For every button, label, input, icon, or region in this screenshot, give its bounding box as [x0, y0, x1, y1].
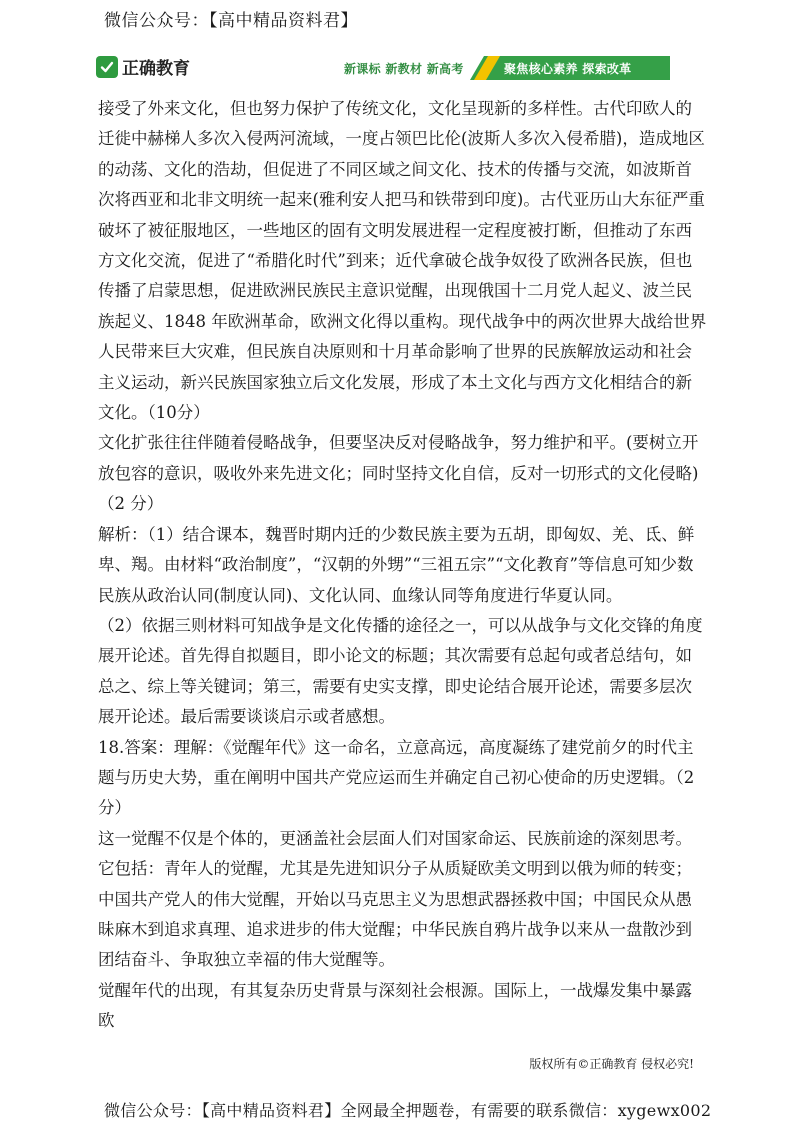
paragraph: 18.答案：理解：《觉醒年代》这一命名，立意高远，高度凝练了建党前夕的时代主题与历史大势，重在阐明中国共产党应运而生并确定自己初心使命的历史逻辑。（2分） [98, 737, 695, 818]
copyright-notice: 版权所有©正确教育 侵权必究! [529, 1057, 694, 1071]
paragraph: 接受了外来文化，但也努力保护了传统文化，文化呈现新的多样性。古代印欧人的迁徙中赫梯人多次入侵两河流域，一度占领巴比伦(波斯人多次入侵希腊)，造成地区的动荡、文化的浩劫，但促进了不同区域之间文化、技术的传播与交流，如波斯首次将西亚和北非文明统一起来(雅利安人把马和铁带到印度)。古代亚历山大东征严重破坏了被征服地区，一些地区的固有文明发展进程一定程度被打断，但推动了东西方文化交流，促进了“希腊化时代”到来；近代拿破仑战争奴役了欧洲各民族，但也传播了启蒙思想，促进欧洲民族民主意识觉醒，出现俄国十二月党人起义、波兰民族起义、1848 年欧洲革命，欧洲文化得以重构。现代战争中的两次世界大战给世界人民带来巨大灾难，但民族自决原则和十月革命影响了世界的民族解放运动和社会主义运动，新兴民族国家独立后文化发展，形成了本土文化与西方文化相结合的新文化。（10分） [98, 99, 707, 423]
slogan-banner [344, 56, 670, 80]
slogan-right-text: 聚焦核心素养 探索改革 [504, 62, 632, 76]
document-body [98, 94, 708, 1037]
header-wechat-text: 微信公众号：【高中精品资料君】 [104, 11, 358, 31]
brand-logo [96, 54, 190, 79]
paragraph: 这一觉醒不仅是个体的，更涵盖社会层面人们对国家命运、民族前途的深刻思考。它包括：青年人的觉醒，尤其是先进知识分子从质疑欧美文明到以俄为师的转变；中国共产党人的伟大觉醒，开始以马克思主义为思想武器拯救中国；中国民众从愚昧麻木到追求真理、追求进步的伟大觉醒；中华民族自鸦片战争以来从一盘散沙到团结奋斗、争取独立幸福的伟大觉醒等。 [98, 828, 692, 970]
slogan-left-text: 新课标 新教材 新高考 [344, 62, 464, 76]
paragraph: 文化扩张往往伴随着侵略战争，但要坚决反对侵略战争，努力维护和平。(要树立开放包容的意识，吸收外来先进文化；同时坚持文化自信，反对一切形式的文化侵略)（2 分） [98, 433, 699, 514]
brand-name: 正确教育 [122, 59, 190, 79]
paragraph: （2）依据三则材料可知战争是文化传播的途径之一，可以从战争与文化交锋的角度展开论述。首先得自拟题目，即小论文的标题；其次需要有总起句或者总结句，如总之、综上等关键词；第三，需要有史实支撑，即史论结合展开论述，需要多层次展开论述。最后需要谈谈启示或者感想。 [98, 615, 703, 727]
paragraph: 解析：（1）结合课本，魏晋时期内迁的少数民族主要为五胡，即匈奴、羌、氐、鲜卑、羯。由材料“政治制度”，“汉朝的外甥”“三祖五宗”“文化教育”等信息可知少数民族从政治认同(制度认同)、文化认同、血缘认同等角度进行华夏认同。 [98, 524, 695, 605]
footer-wechat-text: 微信公众号：【高中精品资料君】全网最全押题卷，有需要的联系微信：xygewx002 [104, 1101, 712, 1120]
paragraph: 觉醒年代的出现，有其复杂历史背景与深刻社会根源。国际上，一战爆发集中暴露欧 [98, 980, 692, 1031]
check-icon [96, 56, 118, 78]
